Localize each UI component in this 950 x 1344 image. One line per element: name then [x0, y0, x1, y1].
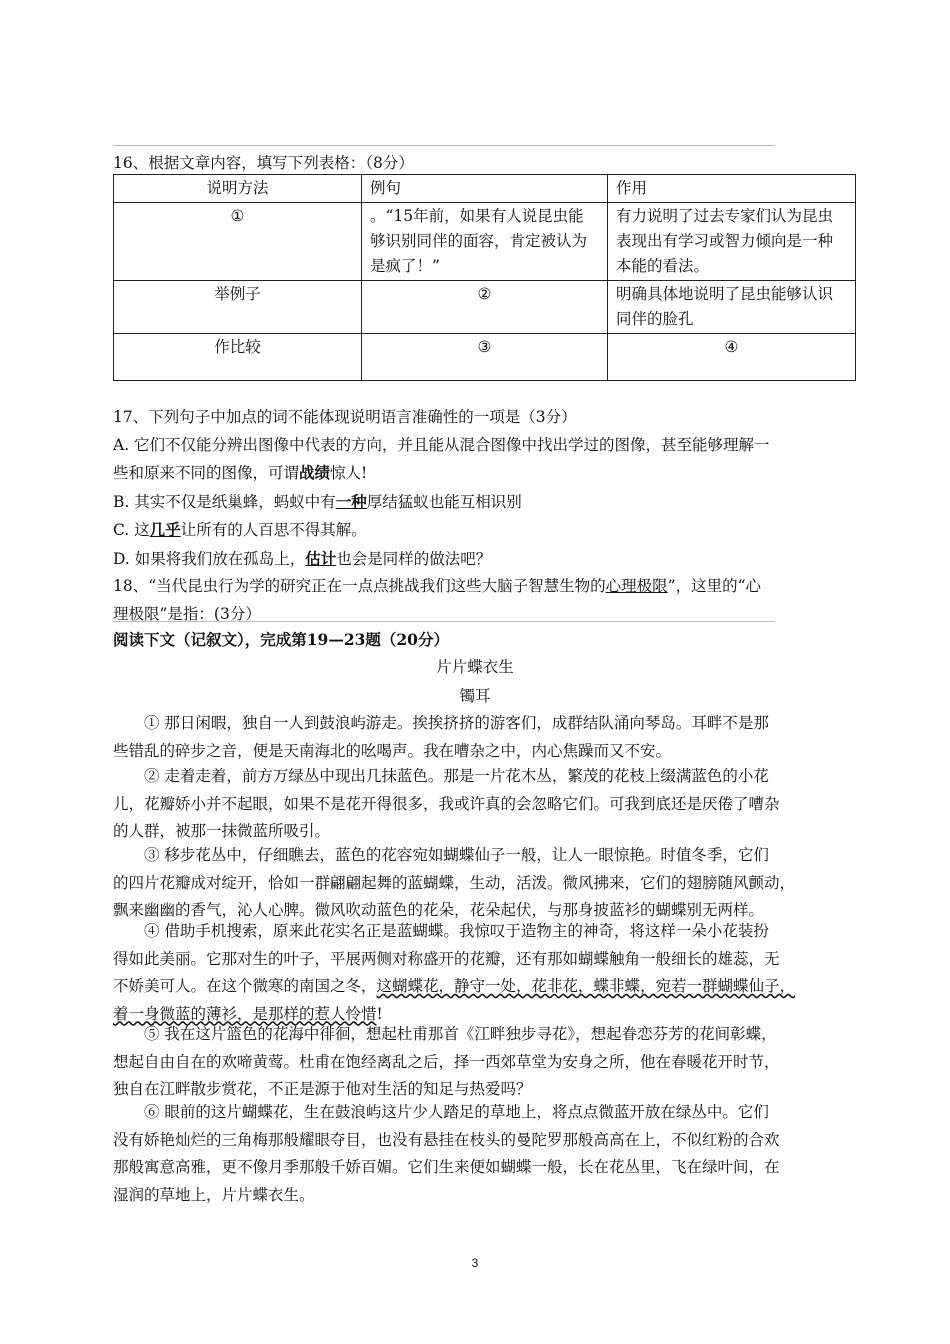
- top-divider: [113, 145, 775, 146]
- p5-line: 独自在江畔散步赏花，不正是源于他对生活的知足与热爱吗？: [113, 1080, 532, 1098]
- q16-table: [113, 174, 856, 381]
- p6-line: 那般寓意高雅，更不像月季那般千娇百媚。它们生来便如蝴蝶一般，长在花丛里，飞在绿叶间，在: [113, 1158, 780, 1176]
- p5-line: 想起自由自在的欢啼黄莺。杜甫在饱经离乱之后，择一西郊草堂为安身之所，他在春暖花开时节，: [113, 1052, 780, 1071]
- p4-line: ④ 借助手机搜索，原来此花实名正是蓝蝴蝶。我惊叹于造物主的神奇，将这样一朵小花装扮: [144, 922, 769, 940]
- option-c-text: C. 这: [113, 521, 150, 539]
- article-author: 镯耳: [459, 687, 491, 705]
- table-header-row: [114, 175, 856, 203]
- p2-line: 的人群，被那一抹微蓝所吸引。: [113, 822, 331, 840]
- page-number: 3: [471, 1256, 479, 1270]
- p2-line: ② 走着走着，前方万绿丛中现出几抹蓝色。那是一片花木丛，繁茂的花枝上缀满蓝色的小花: [144, 767, 769, 785]
- p4-text: 不娇美可人。在这个微寒的南国之冬，: [113, 977, 377, 995]
- option-c-text-end: 让所有的人百思不得其解。: [180, 521, 367, 539]
- row3-method: 作比较: [114, 334, 362, 381]
- q17-option-a-line1: A. 它们不仅能分辨出图像中代表的方向，并且能从混合图像中找出学过的图像，甚至能够理解一: [113, 435, 770, 454]
- paragraph-4: [113, 918, 855, 1028]
- row2-example: ②: [362, 281, 608, 334]
- table-row: [114, 334, 856, 381]
- paragraph-1: [113, 710, 855, 765]
- option-d-dotted-word: 估计: [305, 548, 337, 568]
- option-d-text: D. 如果将我们放在孤岛上，: [113, 549, 306, 568]
- q17-option-c: [113, 516, 855, 545]
- p6-line: ⑥ 眼前的这片蝴蝶花，生在鼓浪屿这片少人踏足的草地上，将点点微蓝开放在绿丛中。它们: [144, 1103, 769, 1121]
- option-b-dotted-word: 一种: [335, 491, 367, 511]
- p1-line: ① 那日闲暇，独自一人到鼓浪屿游走。挨挨挤挤的游客们，成群结队涌向琴岛。耳畔不是那: [144, 714, 769, 732]
- table-row: [114, 281, 856, 334]
- p6-line: 湿润的草地上，片片蝶衣生。: [113, 1185, 315, 1204]
- p4-wavy-underlined-sentence: 这蝴蝶花，静守一处，花非花，蝶非蝶，宛若一群蝴蝶仙子，: [376, 977, 796, 995]
- p3-line: 飘来幽幽的香气，沁人心脾。微风吹动蓝色的花朵，花朵起伏，与那身披蓝衫的蝴蝶别无两样。: [113, 901, 765, 919]
- q17-option-a-line2: [113, 459, 855, 488]
- header-method: 说明方法: [114, 175, 362, 203]
- article-title: 片片蝶衣生: [436, 658, 514, 676]
- reading-heading: 阅读下文（记叙文），完成第19—23题（20分）: [113, 630, 449, 649]
- middle-divider: [113, 621, 775, 622]
- row2-effect: 明确具体地说明了昆虫能够认识同伴的脸孔: [608, 281, 856, 334]
- header-example: 例句: [362, 175, 608, 203]
- option-c-dotted-word: 几乎: [149, 520, 181, 539]
- row3-effect: ④: [608, 334, 856, 381]
- row1-effect: 有力说明了过去专家们认为昆虫表现出有学习或智力倾向是一种本能的看法。: [608, 203, 856, 281]
- row2-method: 举例子: [114, 281, 362, 334]
- paragraph-6: [113, 1099, 855, 1209]
- q18-line1: [113, 573, 855, 601]
- table-row: [114, 203, 856, 281]
- p1-line: 些错乱的碎步之音，便是天南海北的吆喝声。我在嘈杂之中，内心焦躁而又不安。: [113, 741, 672, 760]
- p4-line: [113, 973, 855, 1001]
- p3-line: 的四片花瓣成对绽开，恰如一群翩翩起舞的蓝蝴蝶，生动，活泼。微风拂来，它们的翅膀随风颤动，: [113, 873, 796, 892]
- paragraph-2: [113, 763, 855, 846]
- paragraph-5: [113, 1021, 855, 1104]
- option-b-text: B. 其实不仅是纸巢蜂，蚂蚁中有: [113, 492, 336, 511]
- p4-wavy-underlined-sentence: 着一身微蓝的薄衫，是那样的惹人怜惜: [113, 1004, 377, 1023]
- row3-example: ③: [362, 334, 608, 381]
- q17-option-d: [113, 545, 855, 574]
- p4-line: 得如此美丽。它那对生的叶子，平展两侧对称盛开的花瓣，还有那如蝴蝶触角一般细长的雄蕊，无: [113, 949, 780, 968]
- option-a-text: 些和原来不同的图像，可谓: [113, 464, 300, 482]
- option-d-text-end: 也会是同样的做法吧？: [336, 549, 492, 568]
- q18-underlined-term: 心理极限: [605, 577, 668, 595]
- option-b-text-end: 厚结猛蚁也能互相识别: [366, 492, 522, 511]
- q16-title: 16、根据文章内容，填写下列表格：（8分）: [113, 154, 414, 172]
- p2-line: 儿，花瓣娇小并不起眼，如果不是花开得很多，我或许真的会忽略它们。可我到底还是厌倦了嘈杂: [113, 794, 780, 813]
- q18-text-end: ”，这里的“心: [667, 577, 762, 595]
- q17-block: [113, 404, 855, 628]
- p4-text-end: !: [376, 1004, 383, 1023]
- option-a-dotted-word: 战绩: [299, 463, 331, 482]
- paragraph-3: [113, 842, 855, 925]
- q17-title: 17、下列句子中加点的词不能体现说明语言准确性的一项是（3分）: [113, 408, 577, 426]
- header-effect: 作用: [608, 175, 856, 203]
- option-a-text-end: 惊人!: [330, 464, 368, 482]
- p6-line: 没有娇艳灿烂的三角梅那般耀眼夺目，也没有悬挂在枝头的曼陀罗那般高高在上，不似红粉的合欢: [113, 1130, 780, 1149]
- q18-line2: 理极限”是指：(3分）: [113, 604, 261, 623]
- q17-option-b: [113, 488, 855, 517]
- p3-line: ③ 移步花丛中，仔细瞧去，蓝色的花容宛如蝴蝶仙子一般，让人一眼惊艳。时值冬季，它们: [144, 846, 769, 864]
- row1-method: ①: [114, 203, 362, 281]
- p5-line: ⑤ 我在这片篮色的花海中徘徊，想起杜甫那首《江畔独步寻花》，想起眷恋芬芳的花间彰蝶，: [144, 1025, 777, 1043]
- row1-example: 。“15年前，如果有人说昆虫能够识别同伴的面容，肯定被认为是疯了！”: [362, 203, 608, 281]
- q18-text: 18、“当代昆虫行为学的研究正在一点点挑战我们这些大脑子智慧生物的: [113, 577, 606, 595]
